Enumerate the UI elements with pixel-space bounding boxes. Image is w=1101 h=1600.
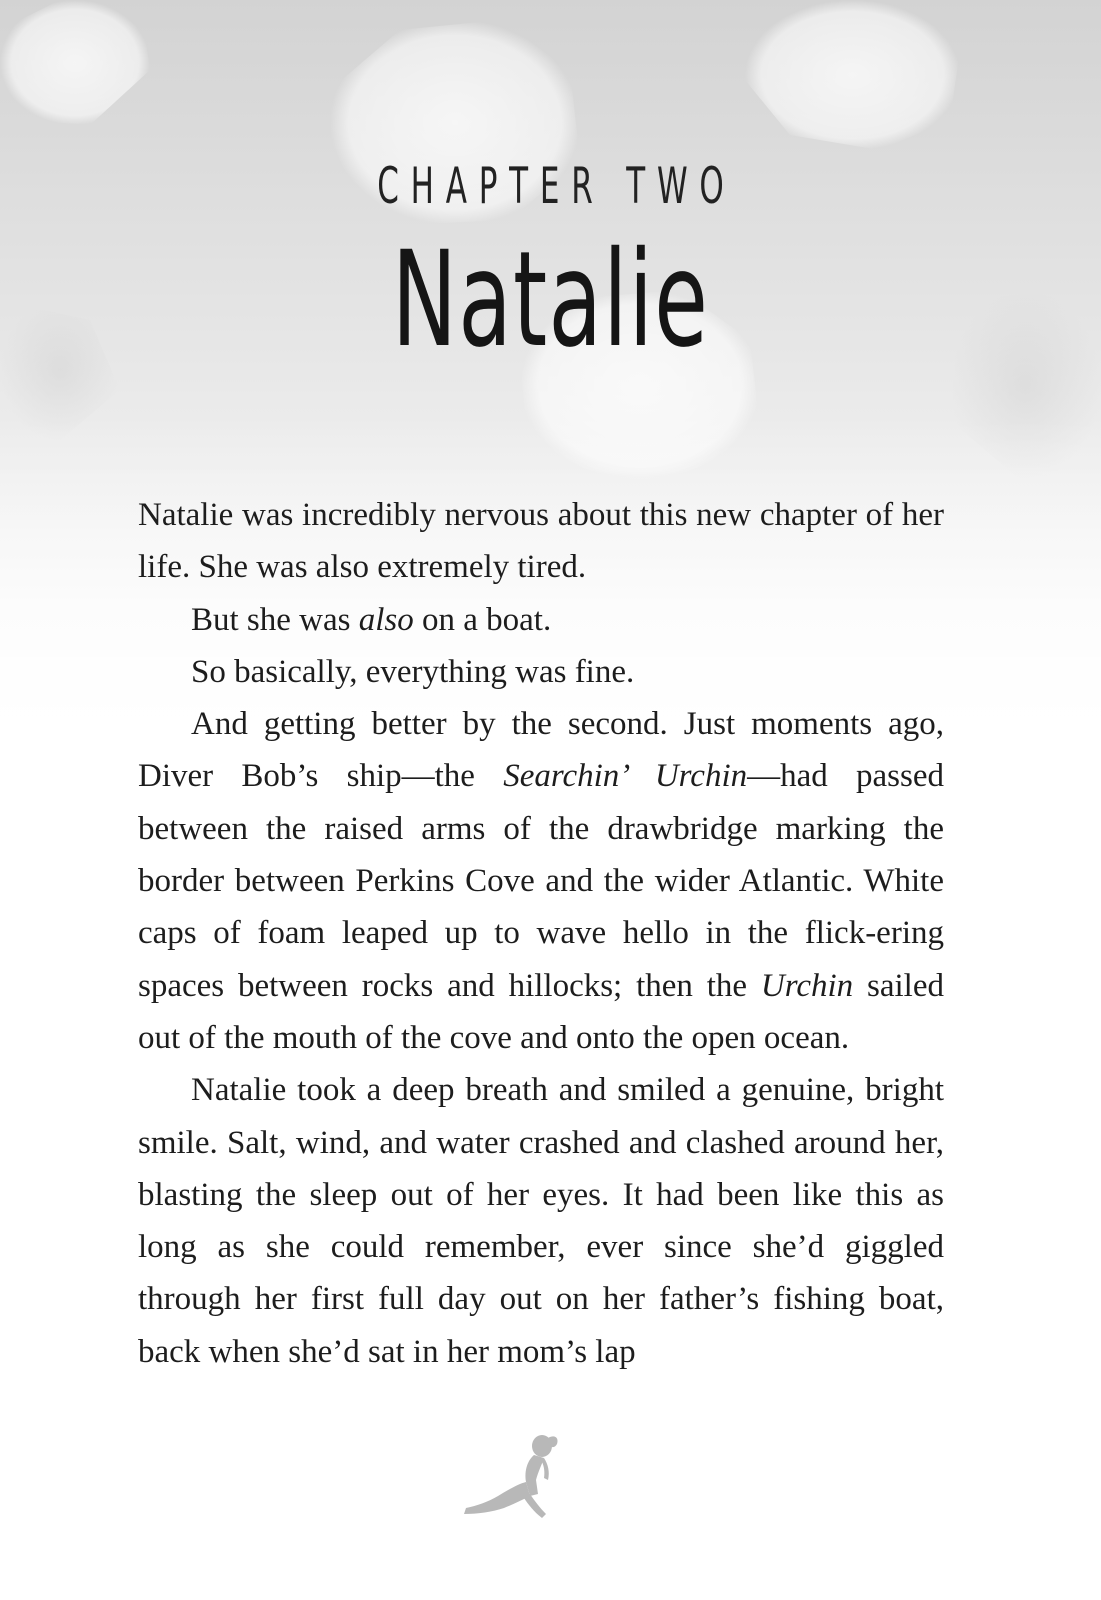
paragraph bbox=[138, 646, 944, 698]
paragraph bbox=[138, 1064, 944, 1378]
paragraph bbox=[138, 489, 944, 594]
italic-run: Searchin’ Urchin bbox=[503, 758, 748, 795]
text-run: Natalie was incredibly nervous about this new chapter of her life. She was also extremely tired. bbox=[138, 497, 944, 586]
body-text bbox=[138, 489, 944, 1378]
text-run: So basically, everything was fine. bbox=[191, 653, 635, 690]
italic-run: Urchin bbox=[760, 967, 854, 1004]
sitting-girl-silhouette-icon bbox=[458, 1428, 564, 1520]
chapter-title: Natalie bbox=[391, 223, 710, 377]
text-run: But she was bbox=[191, 601, 359, 638]
paragraph bbox=[138, 698, 944, 1064]
text-run: Natalie took a deep breath and smiled a genuine, bright smile. Salt, wind, and water crashed and clashed around her, blasting the sleep out of her eyes. It had been like this as long as she could remember, ever since she’d giggled through her first full day out on her father’s fishing boat, back when she’d sat in her mom’s lap bbox=[138, 1072, 944, 1370]
text-run: —had passed between the raised arms of the drawbridge marking the border between Perkins Cove and the wider Atlantic. White caps of foam leaped up to wave hello in the flick-ering spaces between rocks and hillocks; then the bbox=[138, 758, 944, 1004]
text-run: And getting better by the second. Just moments ago, Diver Bob’s ship—the bbox=[138, 706, 944, 795]
text-run: sailed out of the mouth of the cove and onto the open ocean. bbox=[138, 967, 944, 1056]
chapter-label: CHAPTER TWO bbox=[377, 157, 736, 215]
text-run: on a boat. bbox=[413, 601, 552, 638]
italic-run: also bbox=[358, 601, 414, 638]
paragraph bbox=[138, 594, 944, 646]
